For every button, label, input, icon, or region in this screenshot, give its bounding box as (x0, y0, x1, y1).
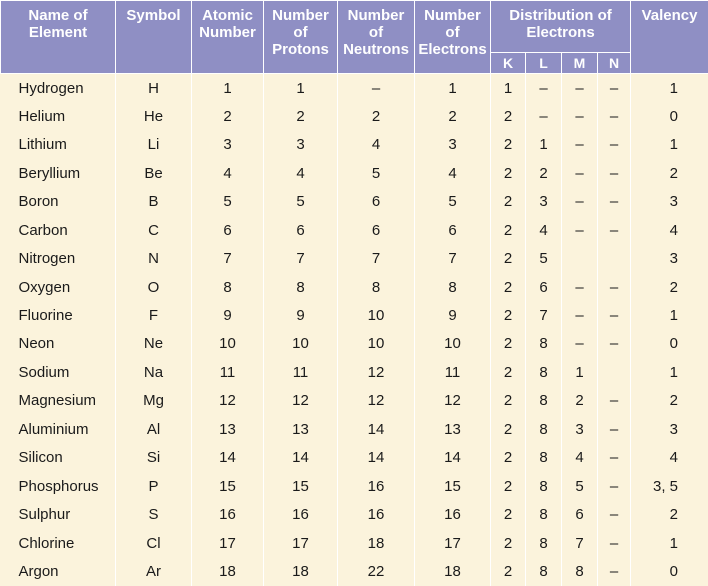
cell-symbol: Ar (116, 557, 192, 586)
cell-valency: 1 (631, 358, 708, 386)
cell-electrons: 15 (415, 472, 491, 500)
cell-name: Lithium (1, 130, 116, 158)
cell-electrons: 6 (415, 216, 491, 244)
cell-shell-m: – (562, 159, 598, 187)
cell-atomic-number: 3 (192, 130, 264, 158)
cell-shell-k: 2 (491, 387, 526, 415)
cell-shell-n: – (598, 216, 631, 244)
cell-shell-l: 8 (526, 415, 562, 443)
cell-shell-n (598, 358, 631, 386)
cell-name: Chlorine (1, 529, 116, 557)
table-row (1, 74, 708, 102)
table-row (1, 557, 708, 586)
cell-electrons: 13 (415, 415, 491, 443)
cell-shell-k: 2 (491, 472, 526, 500)
cell-neutrons: 5 (338, 159, 415, 187)
cell-protons: 6 (264, 216, 338, 244)
cell-shell-m: 3 (562, 415, 598, 443)
cell-neutrons: 12 (338, 358, 415, 386)
table-row (1, 529, 708, 557)
cell-name: Nitrogen (1, 244, 116, 272)
cell-atomic-number: 15 (192, 472, 264, 500)
cell-shell-n: – (598, 415, 631, 443)
cell-shell-k: 1 (491, 74, 526, 102)
cell-shell-l: – (526, 74, 562, 102)
cell-neutrons: 16 (338, 501, 415, 529)
cell-symbol: B (116, 187, 192, 215)
header-distribution: Distribution of Electrons (491, 1, 631, 53)
cell-shell-m: – (562, 330, 598, 358)
cell-protons: 3 (264, 130, 338, 158)
cell-shell-m (562, 244, 598, 272)
cell-shell-m: – (562, 102, 598, 130)
cell-symbol: Al (116, 415, 192, 443)
cell-shell-l: 8 (526, 557, 562, 586)
cell-shell-n: – (598, 387, 631, 415)
cell-shell-l: 7 (526, 301, 562, 329)
cell-valency: 3 (631, 244, 708, 272)
cell-symbol: He (116, 102, 192, 130)
cell-name: Magnesium (1, 387, 116, 415)
cell-protons: 13 (264, 415, 338, 443)
cell-protons: 17 (264, 529, 338, 557)
cell-shell-l: 1 (526, 130, 562, 158)
cell-protons: 1 (264, 74, 338, 102)
cell-shell-n: – (598, 273, 631, 301)
cell-atomic-number: 17 (192, 529, 264, 557)
cell-shell-k: 2 (491, 216, 526, 244)
cell-electrons: 11 (415, 358, 491, 386)
cell-protons: 15 (264, 472, 338, 500)
cell-shell-m: – (562, 130, 598, 158)
cell-atomic-number: 1 (192, 74, 264, 102)
cell-shell-n: – (598, 444, 631, 472)
cell-symbol: Na (116, 358, 192, 386)
cell-neutrons: 22 (338, 557, 415, 586)
cell-symbol: Be (116, 159, 192, 187)
cell-shell-n: – (598, 301, 631, 329)
cell-neutrons: 14 (338, 444, 415, 472)
cell-valency: 4 (631, 216, 708, 244)
cell-neutrons: 8 (338, 273, 415, 301)
cell-shell-l: 2 (526, 159, 562, 187)
cell-atomic-number: 10 (192, 330, 264, 358)
cell-atomic-number: 14 (192, 444, 264, 472)
cell-shell-n: – (598, 330, 631, 358)
cell-electrons: 17 (415, 529, 491, 557)
cell-atomic-number: 6 (192, 216, 264, 244)
cell-shell-n: – (598, 187, 631, 215)
cell-shell-k: 2 (491, 130, 526, 158)
cell-valency: 1 (631, 301, 708, 329)
cell-protons: 14 (264, 444, 338, 472)
cell-atomic-number: 11 (192, 358, 264, 386)
cell-shell-l: – (526, 102, 562, 130)
cell-neutrons: 12 (338, 387, 415, 415)
cell-name: Carbon (1, 216, 116, 244)
cell-neutrons: 10 (338, 301, 415, 329)
cell-neutrons: 16 (338, 472, 415, 500)
header-valency: Valency (631, 1, 708, 74)
cell-shell-m: 8 (562, 557, 598, 586)
cell-electrons: 3 (415, 130, 491, 158)
cell-shell-k: 2 (491, 273, 526, 301)
cell-electrons: 8 (415, 273, 491, 301)
cell-protons: 5 (264, 187, 338, 215)
cell-shell-l: 5 (526, 244, 562, 272)
cell-atomic-number: 16 (192, 501, 264, 529)
cell-atomic-number: 7 (192, 244, 264, 272)
cell-valency: 2 (631, 387, 708, 415)
cell-shell-n: – (598, 102, 631, 130)
table-row (1, 244, 708, 272)
header-name: Name of Element (1, 1, 116, 74)
cell-atomic-number: 12 (192, 387, 264, 415)
cell-valency: 0 (631, 102, 708, 130)
cell-shell-l: 4 (526, 216, 562, 244)
table-row (1, 273, 708, 301)
table-row (1, 444, 708, 472)
cell-neutrons: – (338, 74, 415, 102)
cell-shell-l: 6 (526, 273, 562, 301)
cell-atomic-number: 5 (192, 187, 264, 215)
cell-shell-m: 5 (562, 472, 598, 500)
table-row (1, 301, 708, 329)
cell-valency: 0 (631, 330, 708, 358)
cell-protons: 12 (264, 387, 338, 415)
cell-neutrons: 2 (338, 102, 415, 130)
cell-electrons: 14 (415, 444, 491, 472)
cell-shell-n: – (598, 529, 631, 557)
cell-symbol: Ne (116, 330, 192, 358)
cell-symbol: N (116, 244, 192, 272)
cell-shell-m: 2 (562, 387, 598, 415)
header-electrons: Number of Electrons (415, 1, 491, 74)
cell-name: Oxygen (1, 273, 116, 301)
cell-shell-n (598, 244, 631, 272)
cell-shell-k: 2 (491, 301, 526, 329)
cell-neutrons: 14 (338, 415, 415, 443)
cell-shell-l: 3 (526, 187, 562, 215)
cell-shell-k: 2 (491, 529, 526, 557)
cell-shell-l: 8 (526, 330, 562, 358)
cell-symbol: H (116, 74, 192, 102)
cell-shell-l: 8 (526, 358, 562, 386)
cell-shell-n: – (598, 472, 631, 500)
table-body (1, 74, 708, 586)
cell-shell-k: 2 (491, 244, 526, 272)
cell-name: Beryllium (1, 159, 116, 187)
cell-symbol: P (116, 472, 192, 500)
table-row (1, 102, 708, 130)
cell-electrons: 16 (415, 501, 491, 529)
cell-shell-m: 6 (562, 501, 598, 529)
cell-name: Silicon (1, 444, 116, 472)
cell-symbol: F (116, 301, 192, 329)
header-neutrons: Number of Neutrons (338, 1, 415, 74)
cell-shell-k: 2 (491, 444, 526, 472)
cell-protons: 7 (264, 244, 338, 272)
cell-shell-m: – (562, 273, 598, 301)
cell-symbol: O (116, 273, 192, 301)
cell-electrons: 1 (415, 74, 491, 102)
cell-valency: 3 (631, 187, 708, 215)
cell-valency: 3 (631, 415, 708, 443)
cell-neutrons: 6 (338, 216, 415, 244)
cell-valency: 1 (631, 74, 708, 102)
cell-protons: 11 (264, 358, 338, 386)
cell-name: Helium (1, 102, 116, 130)
cell-shell-l: 8 (526, 529, 562, 557)
cell-valency: 4 (631, 444, 708, 472)
cell-atomic-number: 18 (192, 557, 264, 586)
cell-valency: 0 (631, 557, 708, 586)
cell-symbol: Cl (116, 529, 192, 557)
cell-neutrons: 6 (338, 187, 415, 215)
cell-shell-k: 2 (491, 557, 526, 586)
cell-name: Neon (1, 330, 116, 358)
cell-protons: 10 (264, 330, 338, 358)
cell-atomic-number: 13 (192, 415, 264, 443)
cell-neutrons: 7 (338, 244, 415, 272)
cell-protons: 2 (264, 102, 338, 130)
cell-electrons: 9 (415, 301, 491, 329)
cell-symbol: Si (116, 444, 192, 472)
cell-neutrons: 10 (338, 330, 415, 358)
cell-shell-n: – (598, 130, 631, 158)
cell-protons: 16 (264, 501, 338, 529)
cell-shell-l: 8 (526, 472, 562, 500)
cell-name: Fluorine (1, 301, 116, 329)
cell-symbol: Li (116, 130, 192, 158)
table-row (1, 472, 708, 500)
cell-shell-k: 2 (491, 102, 526, 130)
cell-symbol: Mg (116, 387, 192, 415)
table-row (1, 387, 708, 415)
cell-valency: 2 (631, 159, 708, 187)
cell-symbol: S (116, 501, 192, 529)
cell-atomic-number: 9 (192, 301, 264, 329)
cell-neutrons: 18 (338, 529, 415, 557)
cell-protons: 8 (264, 273, 338, 301)
cell-valency: 2 (631, 501, 708, 529)
cell-neutrons: 4 (338, 130, 415, 158)
cell-shell-n: – (598, 501, 631, 529)
cell-shell-k: 2 (491, 358, 526, 386)
header-protons: Number of Protons (264, 1, 338, 74)
cell-protons: 9 (264, 301, 338, 329)
table-row (1, 330, 708, 358)
cell-shell-m: 1 (562, 358, 598, 386)
header-symbol: Symbol (116, 1, 192, 74)
table-row (1, 187, 708, 215)
cell-name: Sulphur (1, 501, 116, 529)
cell-name: Phosphorus (1, 472, 116, 500)
cell-atomic-number: 8 (192, 273, 264, 301)
cell-valency: 1 (631, 130, 708, 158)
cell-shell-m: 7 (562, 529, 598, 557)
table-row (1, 358, 708, 386)
cell-shell-n: – (598, 557, 631, 586)
cell-shell-k: 2 (491, 159, 526, 187)
table-row (1, 159, 708, 187)
cell-name: Argon (1, 557, 116, 586)
table-row (1, 130, 708, 158)
cell-shell-m: 4 (562, 444, 598, 472)
table-row (1, 415, 708, 443)
cell-shell-k: 2 (491, 501, 526, 529)
cell-shell-m: – (562, 301, 598, 329)
cell-valency: 1 (631, 529, 708, 557)
cell-shell-m: – (562, 216, 598, 244)
cell-shell-k: 2 (491, 187, 526, 215)
cell-name: Aluminium (1, 415, 116, 443)
cell-shell-n: – (598, 159, 631, 187)
cell-name: Sodium (1, 358, 116, 386)
cell-valency: 3, 5 (631, 472, 708, 500)
cell-electrons: 18 (415, 557, 491, 586)
table-header (1, 1, 708, 74)
cell-name: Hydrogen (1, 74, 116, 102)
header-shell-n: N (598, 53, 631, 74)
header-shell-m: M (562, 53, 598, 74)
cell-shell-m: – (562, 187, 598, 215)
cell-shell-l: 8 (526, 501, 562, 529)
cell-electrons: 2 (415, 102, 491, 130)
cell-atomic-number: 4 (192, 159, 264, 187)
cell-electrons: 4 (415, 159, 491, 187)
cell-electrons: 12 (415, 387, 491, 415)
header-shell-l: L (526, 53, 562, 74)
cell-name: Boron (1, 187, 116, 215)
cell-atomic-number: 2 (192, 102, 264, 130)
cell-shell-l: 8 (526, 387, 562, 415)
cell-electrons: 10 (415, 330, 491, 358)
cell-shell-k: 2 (491, 330, 526, 358)
cell-shell-m: – (562, 74, 598, 102)
cell-valency: 2 (631, 273, 708, 301)
cell-symbol: C (116, 216, 192, 244)
cell-electrons: 7 (415, 244, 491, 272)
cell-shell-k: 2 (491, 415, 526, 443)
table-row (1, 216, 708, 244)
cell-protons: 18 (264, 557, 338, 586)
table-row (1, 501, 708, 529)
cell-electrons: 5 (415, 187, 491, 215)
cell-shell-n: – (598, 74, 631, 102)
header-shell-k: K (491, 53, 526, 74)
header-atomic-number: Atomic Number (192, 1, 264, 74)
cell-protons: 4 (264, 159, 338, 187)
cell-shell-l: 8 (526, 444, 562, 472)
